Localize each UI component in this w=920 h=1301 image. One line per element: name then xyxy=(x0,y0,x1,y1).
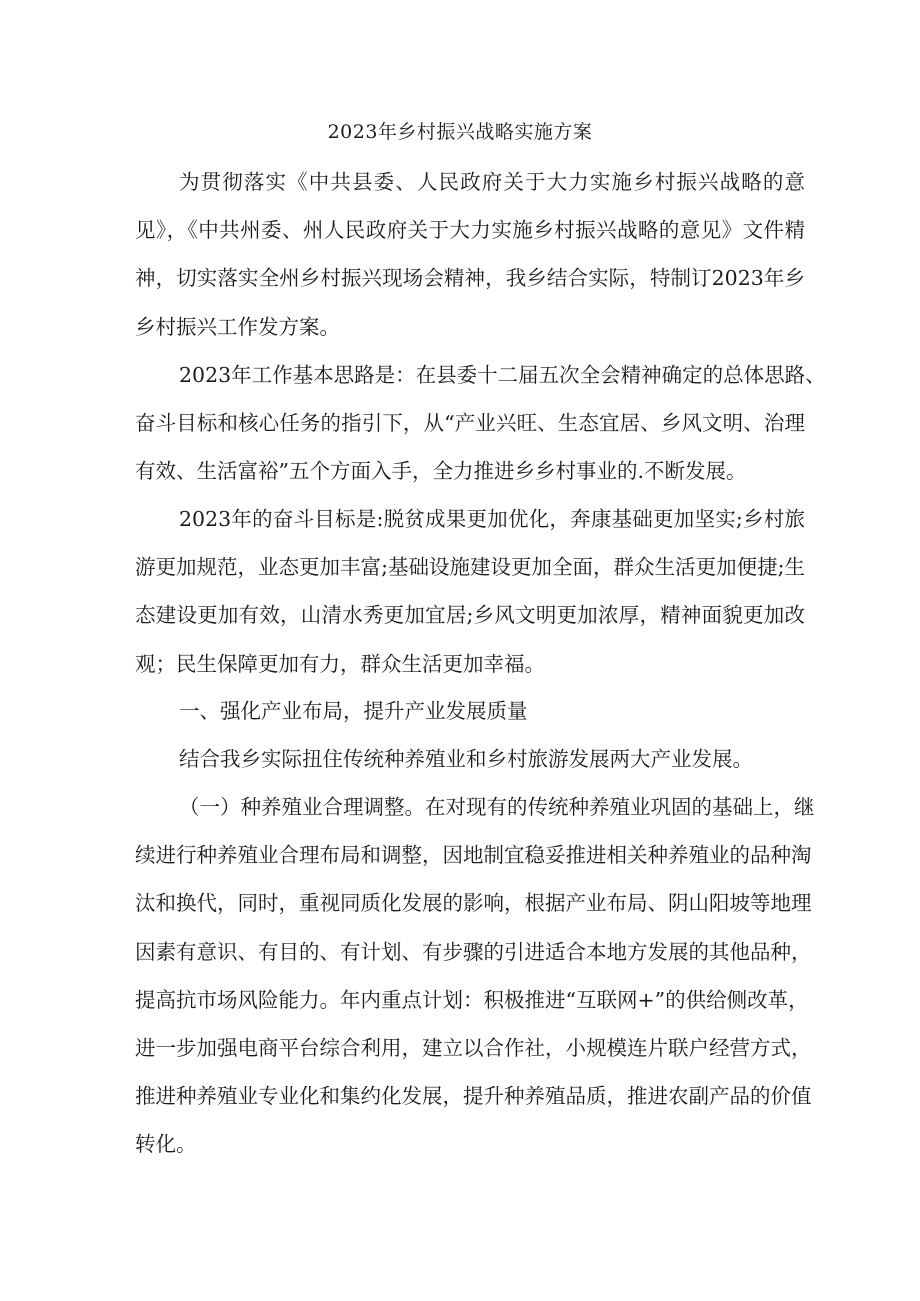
paragraph-line: 为贯彻落实《中共县委、人民政府关于大力实施乡村振兴战略的意 xyxy=(179,170,805,194)
paragraph-line: 2023年的奋斗目标是:脱贫成果更加优化，奔康基础更加坚实;乡村旅 xyxy=(179,507,805,531)
paragraph-line: 进一步加强电商平台综合利用，建立以合作社，小规模连片联户经营方式， xyxy=(135,1036,812,1061)
paragraph-line: 2023年工作基本思路是：在县委十二届五次全会精神确定的总体思路、 xyxy=(179,363,826,387)
paragraph-line: 汰和换代，同时，重视同质化发展的影响，根据产业布局、阴山阳坡等地理 xyxy=(135,891,812,916)
paragraph-line: 续进行种养殖业合理布局和调整，因地制宜稳妥推进相关种养殖业的品种淘 xyxy=(135,843,812,868)
paragraph-6 xyxy=(135,783,815,1169)
paragraph-line: 神，切实落实全州乡村振兴现场会精神，我乡结合实际，特制订2023年乡 xyxy=(135,266,805,291)
paragraph-line: 观；民生保障更加有力，群众生活更加幸福。 xyxy=(135,651,545,676)
paragraph-line: 态建设更加有效，山清水秀更加宜居;乡风文明更加浓厚，精神面貌更加改 xyxy=(135,603,805,628)
paragraph-line: 提高抗市场风险能力。年内重点计划：积极推进“互联网+”的供给侧改革， xyxy=(135,987,809,1012)
paragraph-line: 转化。 xyxy=(135,1132,197,1157)
paragraph-line: 奋斗目标和核心任务的指引下，从“产业兴旺、生态宜居、乡风文明、治理 xyxy=(135,411,805,436)
paragraph-line: 乡村振兴工作发方案。 xyxy=(135,314,340,339)
paragraph-line: 有效、生活富裕”五个方面入手，全力推进乡乡村事业的.不断发展。 xyxy=(135,459,747,484)
paragraph-line: 因素有意识、有目的、有计划、有步骤的引进适合本地方发展的其他品种， xyxy=(135,939,812,964)
paragraph-line: 游更加规范，业态更加丰富;基础设施建设更加全面，群众生活更加便捷;生 xyxy=(135,555,805,580)
document-title: 2023年乡村振兴战略实施方案 xyxy=(327,121,593,143)
section-heading-1 xyxy=(135,687,805,735)
paragraph-5 xyxy=(135,735,805,783)
paragraph-line: （一）种养殖业合理调整。在对现有的传统种养殖业巩固的基础上，继 xyxy=(179,795,815,819)
paragraph-2 xyxy=(135,351,826,496)
paragraph-1 xyxy=(135,158,805,351)
paragraph-line: 见》，《中共州委、州人民政府关于大力实施乡村振兴战略的意见》文件精 xyxy=(135,218,805,243)
paragraph-line: 推进种养殖业专业化和集约化发展，提升种养殖品质，推进农副产品的价值 xyxy=(135,1084,812,1109)
paragraph-3 xyxy=(135,495,805,688)
section-heading-text: 一、强化产业布局，提升产业发展质量 xyxy=(179,699,528,723)
paragraph-line: 结合我乡实际扭住传统种养殖业和乡村旅游发展两大产业发展。 xyxy=(179,747,753,771)
